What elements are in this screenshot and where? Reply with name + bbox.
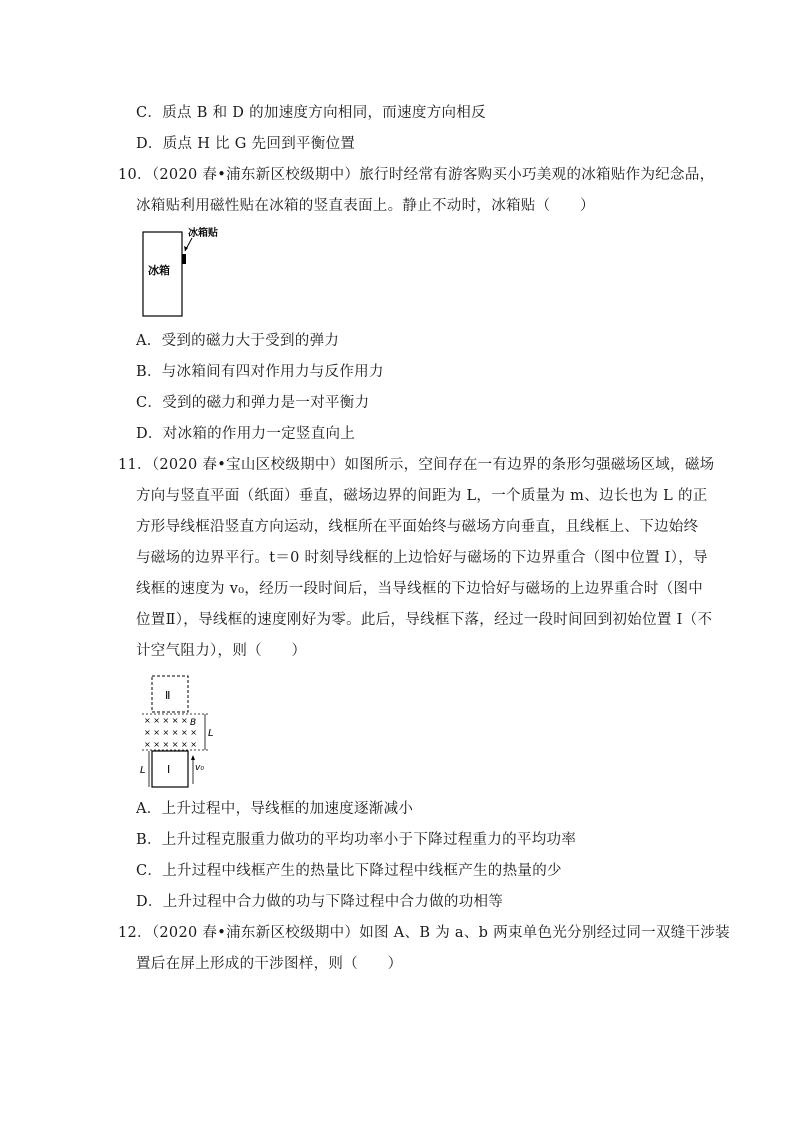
velocity-label: v₀ (195, 763, 204, 773)
q11-option-a: A．上升过程中，导线框的加速度逐渐减小 (136, 801, 414, 817)
q12-stem-line1: 12．（2020 春•浦东新区校级期中）如图 A、B 为 a、b 两束单色光分别经过同一双缝干涉装 (118, 925, 730, 941)
q11-magnetic-field-figure (138, 674, 218, 790)
svg-text:× × × × × ×: × × × × × × (144, 740, 197, 749)
q10-stem-line2: 冰箱贴利用磁性贴在冰箱的竖直表面上。静止不动时，冰箱贴（ ） (136, 198, 595, 214)
q11-option-d: D．上升过程中合力做的功与下降过程中合力做的功相等 (136, 894, 504, 910)
q10-option-b: B．与冰箱间有四对作用力与反作用力 (136, 364, 384, 380)
field-l-label: L (208, 728, 214, 739)
fridge-magnet (182, 254, 186, 264)
q10-option-c: C．受到的磁力和弹力是一对平衡力 (136, 395, 370, 411)
field-b-label: B (190, 718, 197, 728)
frame-i-label: I (167, 763, 171, 776)
q11-stem-line4: 与磁场的边界平行。t＝0 时刻导线框的上边恰好与磁场的下边界重合（图中位置 I），导 (136, 550, 708, 566)
velocity-arrowhead-icon (191, 755, 195, 760)
field-crosses (144, 716, 197, 749)
svg-text:× × × × ×: × × × × × (144, 716, 188, 725)
q11-stem-line3: 方形导线框沿竖直方向运动，线框所在平面始终与磁场方向垂直，且线框上、下边始终 (136, 519, 699, 535)
q10-option-a: A．受到的磁力大于受到的弹力 (136, 333, 340, 349)
q11-option-c: C．上升过程中线框产生的热量比下降过程中线框产生的热量的少 (136, 863, 562, 879)
q9-option-c: C．质点 B 和 D 的加速度方向相同，而速度方向相反 (136, 105, 486, 121)
svg-text:× × × × × ×: × × × × × × (144, 728, 197, 737)
q11-stem-line2: 方向与竖直平面（纸面）垂直，磁场边界的间距为 L，一个质量为 m、边长也为 L 的正 (136, 488, 708, 504)
q11-stem-line7: 计空气阻力），则（ ） (136, 643, 307, 659)
q11-stem-line1: 11．（2020 春•宝山区校级期中）如图所示，空间存在一有边界的条形匀强磁场区域，磁场 (118, 457, 715, 473)
magnet-label: 冰箱贴 (188, 228, 218, 239)
frame-l-label: L (140, 765, 146, 776)
q11-stem-line6: 位置Ⅱ），导线框的速度刚好为零。此后，导线框下落，经过一段时间回到初始位置 I（不 (136, 612, 713, 628)
q12-stem-line2: 置后在屏上形成的干涉图样，则（ ） (136, 956, 403, 972)
q10-option-d: D．对冰箱的作用力一定竖直向上 (136, 426, 356, 442)
frame-ii-label: Ⅱ (165, 689, 171, 702)
q11-option-b: B．上升过程克服重力做功的平均功率小于下降过程重力的平均功率 (136, 832, 577, 848)
q9-option-d: D．质点 H 比 G 先回到平衡位置 (136, 136, 356, 152)
q10-stem-line1: 10．（2020 春•浦东新区校级期中）旅行时经常有游客购买小巧美观的冰箱贴作为纪念品， (118, 167, 715, 183)
fridge-label: 冰箱 (148, 264, 170, 277)
q11-stem-line5: 线框的速度为 v₀，经历一段时间后，当导线框的下边恰好与磁场的上边界重合时（图中 (136, 581, 704, 597)
q10-fridge-figure (140, 224, 230, 320)
